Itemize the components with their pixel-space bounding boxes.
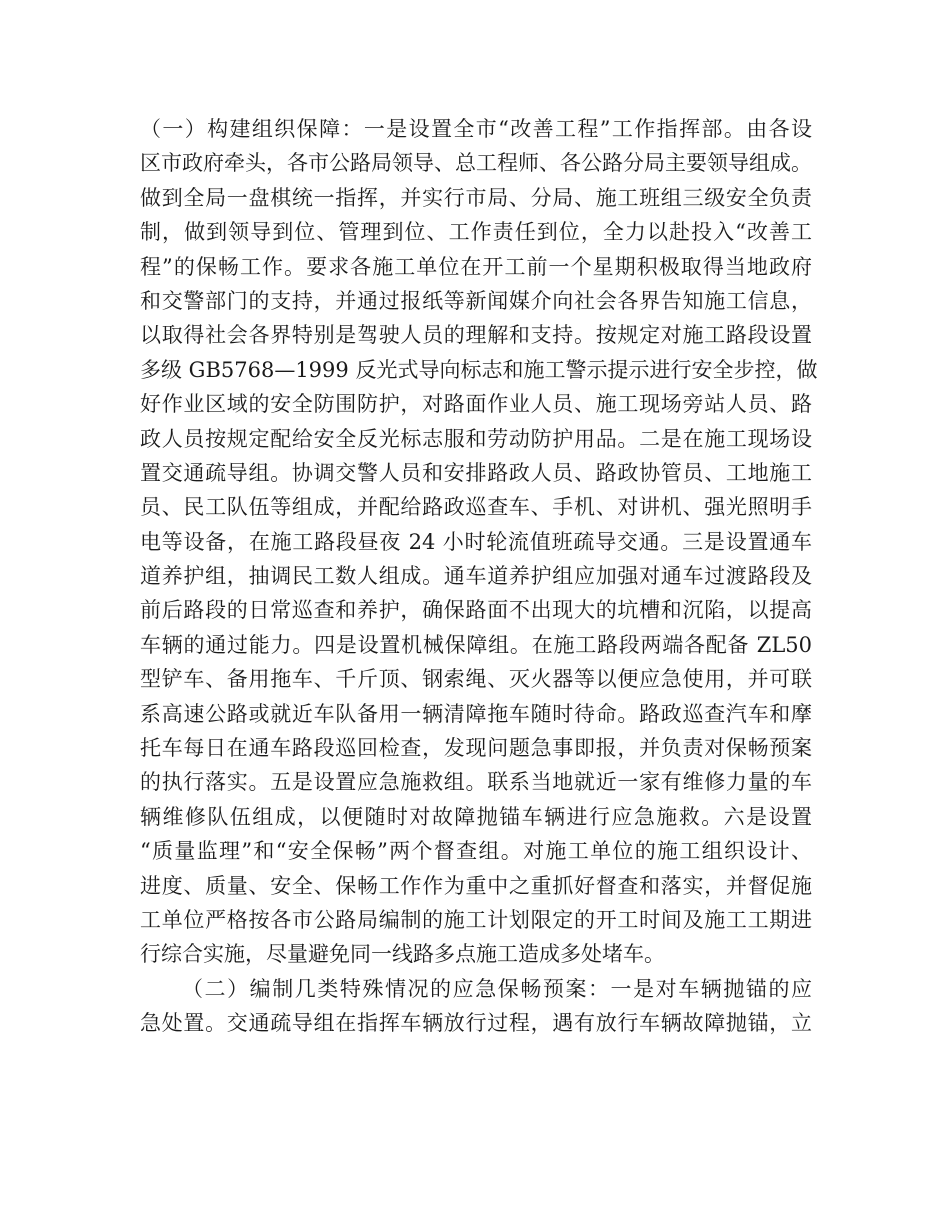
text-line: 的执行落实。五是设置应急施救组。联系当地就近一家有维修力量的车 <box>140 770 812 795</box>
document-body <box>140 112 818 1041</box>
text-line: 系高速公路或就近车队备用一辆清障拖车随时待命。路政巡查汽车和摩 <box>140 701 812 726</box>
text-line: （二）编制几类特殊情况的应急保畅预案：一是对车辆抛锚的应 <box>182 976 812 1001</box>
text-line: 工单位严格按各市公路局编制的施工计划限定的开工时间及施工工期进 <box>140 907 812 932</box>
text-line: 程”的保畅工作。要求各施工单位在开工前一个星期积极取得当地政府 <box>140 254 812 279</box>
text-line: 急处置。交通疏导组在指挥车辆放行过程，遇有放行车辆故障抛锚，立 <box>140 1011 812 1036</box>
text-line: 道养护组，抽调民工数人组成。通车道养护组应加强对通车过渡路段及 <box>140 564 812 589</box>
text-line: 行综合实施，尽量避免同一线路多点施工造成多处堵车。 <box>140 942 665 967</box>
text-line: 进度、质量、安全、保畅工作作为重中之重抓好督查和落实，并督促施 <box>140 873 812 898</box>
text-line: 区市政府牵头，各市公路局领导、总工程师、各公路分局主要领导组成。 <box>140 151 812 176</box>
text-line: （一）构建组织保障：一是设置全市“改善工程”工作指挥部。由各设 <box>140 117 812 141</box>
text-line: 托车每日在通车路段巡回检查，发现问题急事即报，并负责对保畅预案 <box>140 736 812 761</box>
paragraph-1 <box>140 112 818 972</box>
text-line: 制，做到领导到位、管理到位、工作责任到位，全力以赴投入“改善工 <box>140 220 812 245</box>
text-line: 做到全局一盘棋统一指挥，并实行市局、分局、施工班组三级安全负责 <box>140 185 812 210</box>
text-line: 政人员按规定配给安全反光标志服和劳动防护用品。二是在施工现场设 <box>140 426 812 451</box>
text-line: 以取得社会各界特别是驾驶人员的理解和支持。按规定对施工路段设置 <box>140 323 812 348</box>
text-line: 辆维修队伍组成，以便随时对故障抛锚车辆进行应急施救。六是设置 <box>140 804 812 829</box>
text-line: 电等设备，在施工路段昼夜 24 小时轮流值班疏导交通。三是设置通车 <box>140 529 812 554</box>
text-line: 多级 GB5768—1999 反光式导向标志和施工警示提示进行安全步控，做 <box>140 357 818 382</box>
paragraph-2 <box>140 972 812 1041</box>
text-line: 好作业区域的安全防围防护，对路面作业人员、施工现场旁站人员、路 <box>140 392 812 417</box>
text-line: 前后路段的日常巡查和养护，确保路面不出现大的坑槽和沉陷，以提高 <box>140 598 812 623</box>
text-line: 和交警部门的支持，并通过报纸等新闻媒介向社会各界告知施工信息， <box>140 288 812 313</box>
text-line: 置交通疏导组。协调交警人员和安排路政人员、路政协管员、工地施工 <box>140 460 812 485</box>
text-line: 员、民工队伍等组成，并配给路政巡查车、手机、对讲机、强光照明手 <box>140 495 812 520</box>
text-line: 车辆的通过能力。四是设置机械保障组。在施工路段两端各配备 ZL50 <box>140 632 812 657</box>
text-line: 型铲车、备用拖车、千斤顶、钢索绳、灭火器等以便应急使用，并可联 <box>140 667 812 692</box>
text-line: “质量监理”和“安全保畅”两个督查组。对施工单位的施工组织设计、 <box>140 839 812 864</box>
